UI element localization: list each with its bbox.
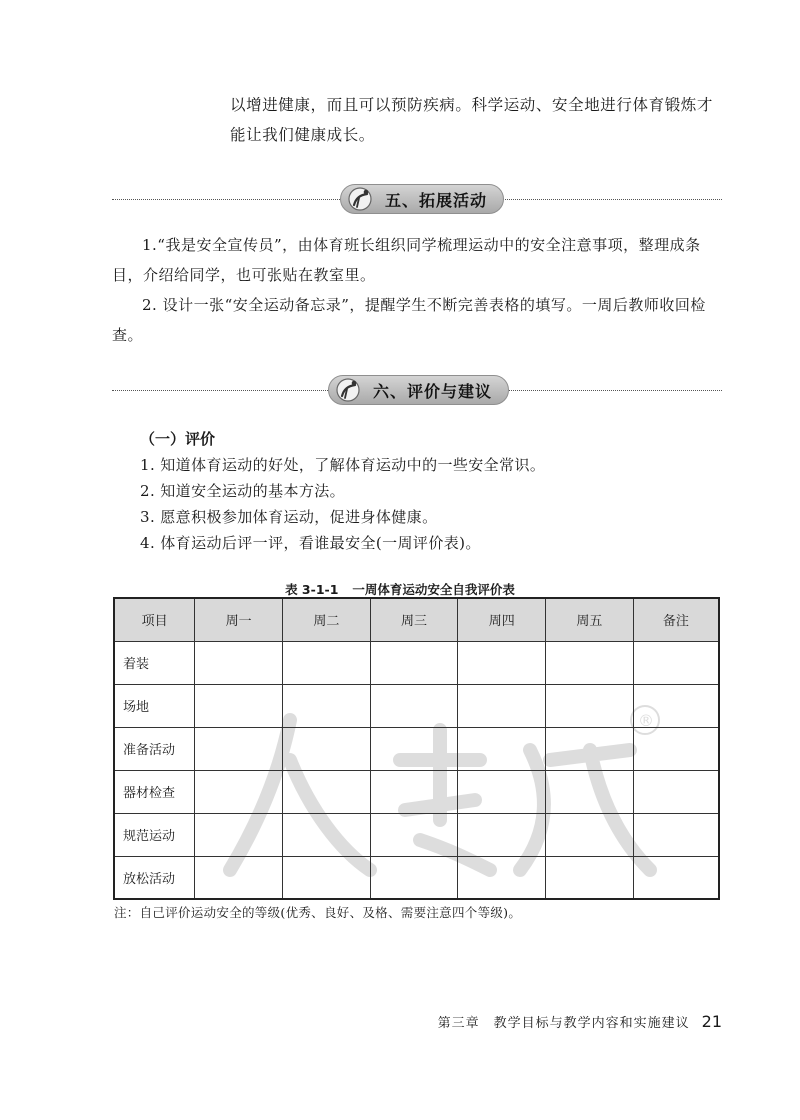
table-row (114, 727, 719, 770)
section-title: 六、评价与建议 (373, 381, 493, 401)
row-label: 场地 (114, 684, 195, 727)
table-cell (458, 813, 546, 856)
table-cell (195, 641, 283, 684)
table-cell (633, 813, 719, 856)
page-footer (438, 1012, 722, 1031)
table-row (114, 641, 719, 684)
list-item: 3. 愿意积极参加体育运动，促进身体健康。 (140, 508, 438, 526)
header-monday: 周一 (195, 598, 283, 641)
table-caption (0, 580, 800, 598)
header-friday: 周五 (546, 598, 634, 641)
header-thursday: 周四 (458, 598, 546, 641)
section-header-evaluation (112, 373, 722, 407)
page-number: 21 (701, 1012, 722, 1031)
list-item: 1. 知道体育运动的好处，了解体育运动中的一些安全常识。 (140, 456, 546, 474)
table-cell (282, 856, 370, 899)
table-cell (195, 684, 283, 727)
paragraph-1: 1.“我是安全宣传员”，由体育班长组织同学梳理运动中的安全注意事项，整理成条目，介绍给同学，也可张贴在教室里。 (112, 236, 701, 284)
section5-body (112, 230, 722, 350)
evaluation-subheading: （一）评价 (140, 430, 216, 448)
table-cell (458, 770, 546, 813)
table-cell (370, 770, 458, 813)
intro-line-1: 以增进健康，而且可以预防疾病。科学运动、安全地进行体育锻炼才 (230, 96, 714, 114)
table-cell (370, 641, 458, 684)
runner-logo-icon (347, 186, 377, 212)
chapter-title: 第三章 教学目标与教学内容和实施建议 (437, 1016, 690, 1031)
table-cell (633, 684, 719, 727)
registered-mark: ® (638, 711, 654, 730)
table-cell (546, 684, 634, 727)
table-row (114, 770, 719, 813)
header-item: 项目 (114, 598, 195, 641)
table-cell (546, 727, 634, 770)
table-cell (370, 856, 458, 899)
table-cell (370, 727, 458, 770)
table-cell (195, 770, 283, 813)
row-label: 着装 (114, 641, 195, 684)
header-wednesday: 周三 (370, 598, 458, 641)
weekly-evaluation-table (113, 597, 720, 900)
section-title: 五、拓展活动 (385, 190, 488, 210)
table-cell (546, 856, 634, 899)
table-cell (458, 727, 546, 770)
intro-line-2: 能让我们健康成长。 (230, 126, 375, 144)
table-note: 注：自己评价运动安全的等级(优秀、良好、及格、需要注意四个等级)。 (114, 905, 522, 920)
table-cell (282, 813, 370, 856)
table-cell (458, 856, 546, 899)
table-cell (195, 856, 283, 899)
list-item: 4. 体育运动后评一评，看谁最安全(一周评价表)。 (140, 534, 481, 552)
table-row (114, 856, 719, 899)
table-row (114, 813, 719, 856)
evaluation-list (140, 452, 545, 556)
table-cell (282, 727, 370, 770)
table-cell (633, 770, 719, 813)
table-cell (282, 641, 370, 684)
table-cell (370, 813, 458, 856)
intro-paragraph (230, 90, 740, 150)
table-cell (458, 684, 546, 727)
paragraph-2: 2. 设计一张“安全运动备忘录”，提醒学生不断完善表格的填写。一周后教师收回检查。 (112, 296, 706, 344)
table-cell (458, 641, 546, 684)
table-number: 表 3-1-1 (285, 582, 339, 597)
table-cell (282, 770, 370, 813)
table-row (114, 684, 719, 727)
table-cell (370, 684, 458, 727)
header-notes: 备注 (633, 598, 719, 641)
row-label: 规范运动 (114, 813, 195, 856)
table-cell (546, 813, 634, 856)
table-header-row (114, 598, 719, 641)
section-pill (328, 375, 509, 405)
row-label: 放松活动 (114, 856, 195, 899)
table-cell (633, 856, 719, 899)
table-title: 一周体育运动安全自我评价表 (352, 582, 515, 597)
list-item: 2. 知道安全运动的基本方法。 (140, 482, 346, 500)
table-cell (546, 641, 634, 684)
section-pill (340, 184, 504, 214)
row-label: 准备活动 (114, 727, 195, 770)
header-tuesday: 周二 (282, 598, 370, 641)
row-label: 器材检查 (114, 770, 195, 813)
table-cell (633, 641, 719, 684)
section-header-extension (112, 182, 722, 216)
table-cell (633, 727, 719, 770)
table-cell (282, 684, 370, 727)
table-cell (195, 727, 283, 770)
runner-logo-icon (335, 377, 365, 403)
table-cell (195, 813, 283, 856)
table-cell (546, 770, 634, 813)
